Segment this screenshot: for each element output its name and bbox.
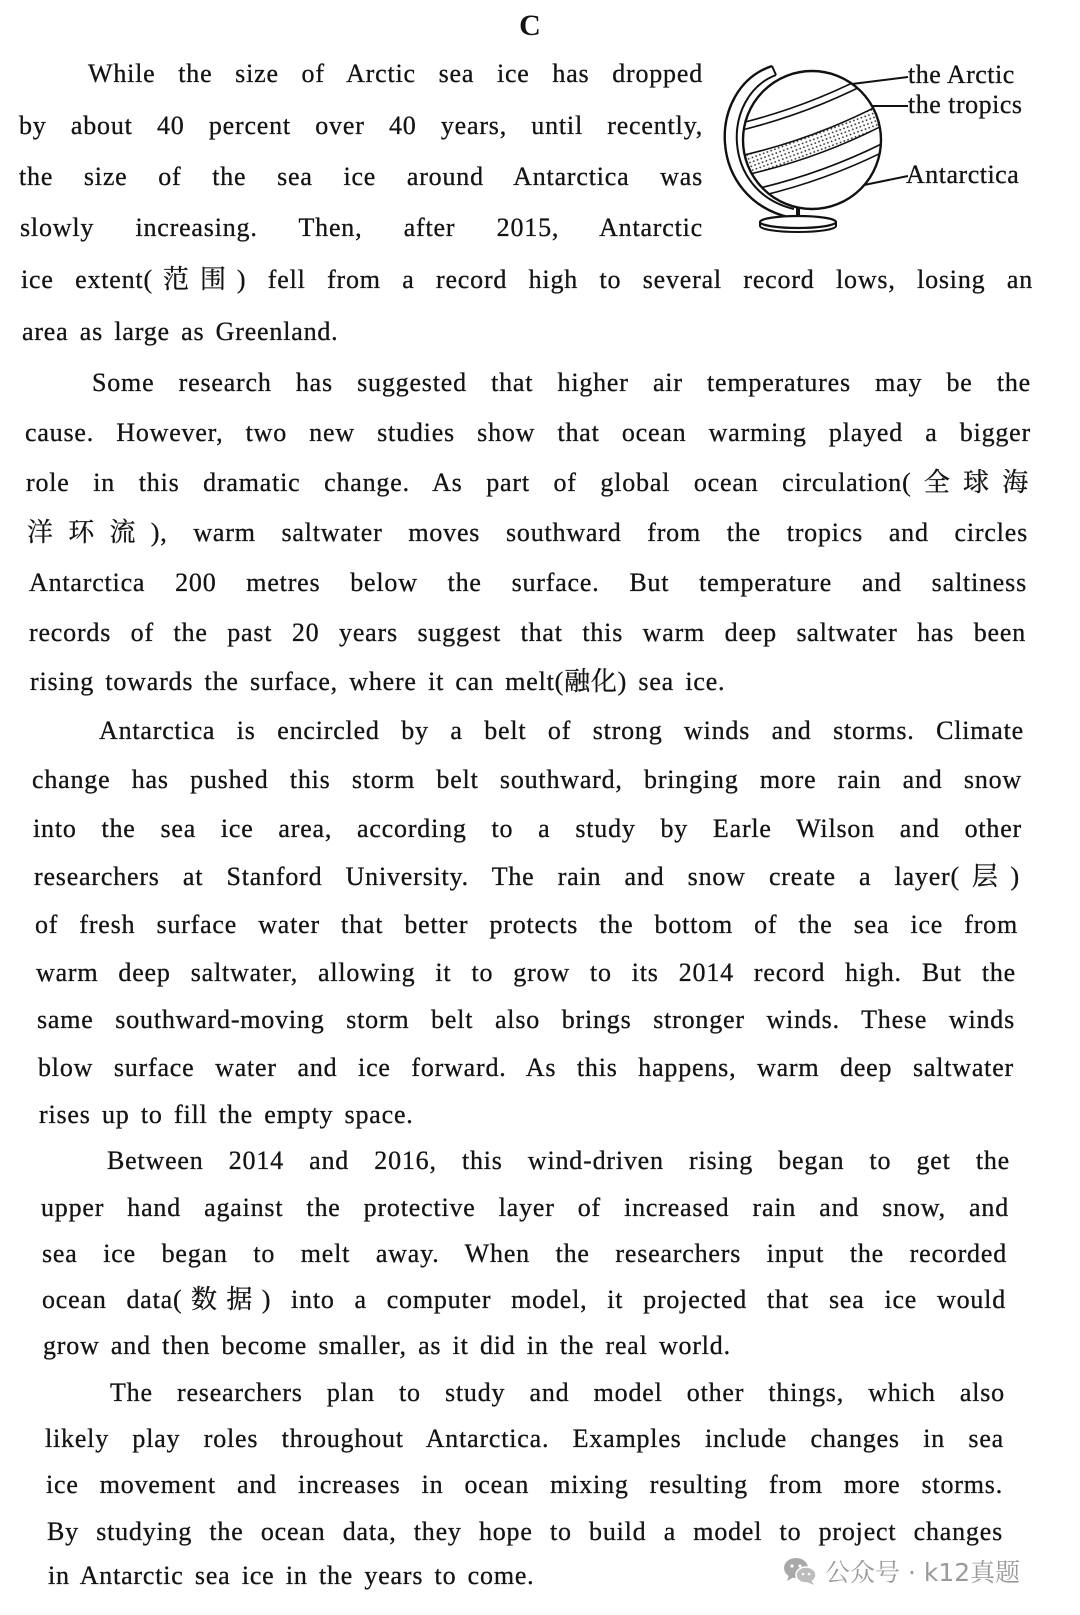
passage-line: records of the past 20 years suggest that this warm deep saltwater has been: [29, 618, 1026, 647]
label-tropics: the tropics: [908, 90, 1023, 119]
passage-line: grow and then become smaller, as it did in the real world.: [43, 1331, 731, 1360]
passage-line: the size of the sea ice around Antarctica was: [19, 162, 703, 191]
watermark: [783, 1554, 1020, 1588]
passage-line: of fresh surface water that better protects the bottom of the sea ice from: [35, 910, 1018, 939]
passage-line: rising towards the surface, where it can melt(融化) sea ice.: [30, 667, 726, 696]
passage-line: ocean data(数据) into a computer model, it projected that sea ice would: [42, 1285, 1006, 1314]
passage-line: sea ice began to melt away. When the researchers input the recorded: [42, 1239, 1007, 1268]
passage-line: same southward-moving storm belt also brings stronger winds. These winds: [37, 1005, 1015, 1034]
label-arctic: the Arctic: [908, 60, 1015, 89]
passage-line: cause. However, two new studies show that ocean warming played a bigger: [25, 418, 1031, 447]
label-antarctica: Antarctica: [906, 160, 1020, 189]
passage-line: upper hand against the protective layer of increased rain and snow, and: [41, 1193, 1009, 1222]
arctic-pointer: [852, 77, 908, 84]
passage-line: ice extent(范围) fell from a record high to several record lows, losing an: [21, 265, 1033, 294]
passage-line: The researchers plan to study and model other things, which also: [110, 1378, 1005, 1407]
passage-line: 洋环流), warm saltwater moves southward from the tropics and circles: [27, 518, 1028, 547]
passage-line: change has pushed this storm belt southward, bringing more rain and snow: [32, 765, 1022, 794]
passage-line: area as large as Greenland.: [22, 317, 339, 346]
passage-line: in Antarctic sea ice in the years to come.: [48, 1561, 535, 1590]
passage-line: by about 40 percent over 40 years, until recently,: [19, 111, 703, 140]
passage-line: Antarctica 200 metres below the surface. But temperature and saltiness: [29, 568, 1027, 597]
passage-line: Some research has suggested that higher air temperatures may be the: [92, 368, 1031, 397]
watermark-text: 公众号 · k12真题: [825, 1558, 1021, 1587]
passage-line: role in this dramatic change. As part of global ocean circulation(全球海: [26, 468, 1029, 497]
passage-line: slowly increasing. Then, after 2015, Antarctic: [20, 213, 703, 242]
passage-line: warm deep saltwater, allowing it to grow to its 2014 record high. But the: [36, 958, 1016, 987]
passage-line: Between 2014 and 2016, this wind-driven rising began to get the: [107, 1146, 1010, 1175]
passage-line: While the size of Arctic sea ice has dropped: [88, 59, 703, 88]
globe-illustration: [712, 58, 912, 238]
passage-line: researchers at Stanford University. The rain and snow create a layer(层): [34, 862, 1020, 891]
globe-base: [760, 216, 836, 228]
passage-line: rises up to fill the empty space.: [39, 1100, 414, 1129]
passage-line: into the sea ice area, according to a study by Earle Wilson and other: [33, 814, 1022, 843]
passage-line: Antarctica is encircled by a belt of strong winds and storms. Climate: [99, 716, 1024, 745]
wechat-icon: [783, 1556, 817, 1586]
passage-line: By studying the ocean data, they hope to build a model to project changes: [47, 1517, 1003, 1546]
section-heading: C: [519, 9, 541, 42]
passage-line: likely play roles throughout Antarctica. Examples include changes in sea: [45, 1424, 1004, 1453]
passage-line: ice movement and increases in ocean mixing resulting from more storms.: [46, 1470, 1003, 1499]
passage-line: blow surface water and ice forward. As this happens, warm deep saltwater: [38, 1053, 1014, 1082]
